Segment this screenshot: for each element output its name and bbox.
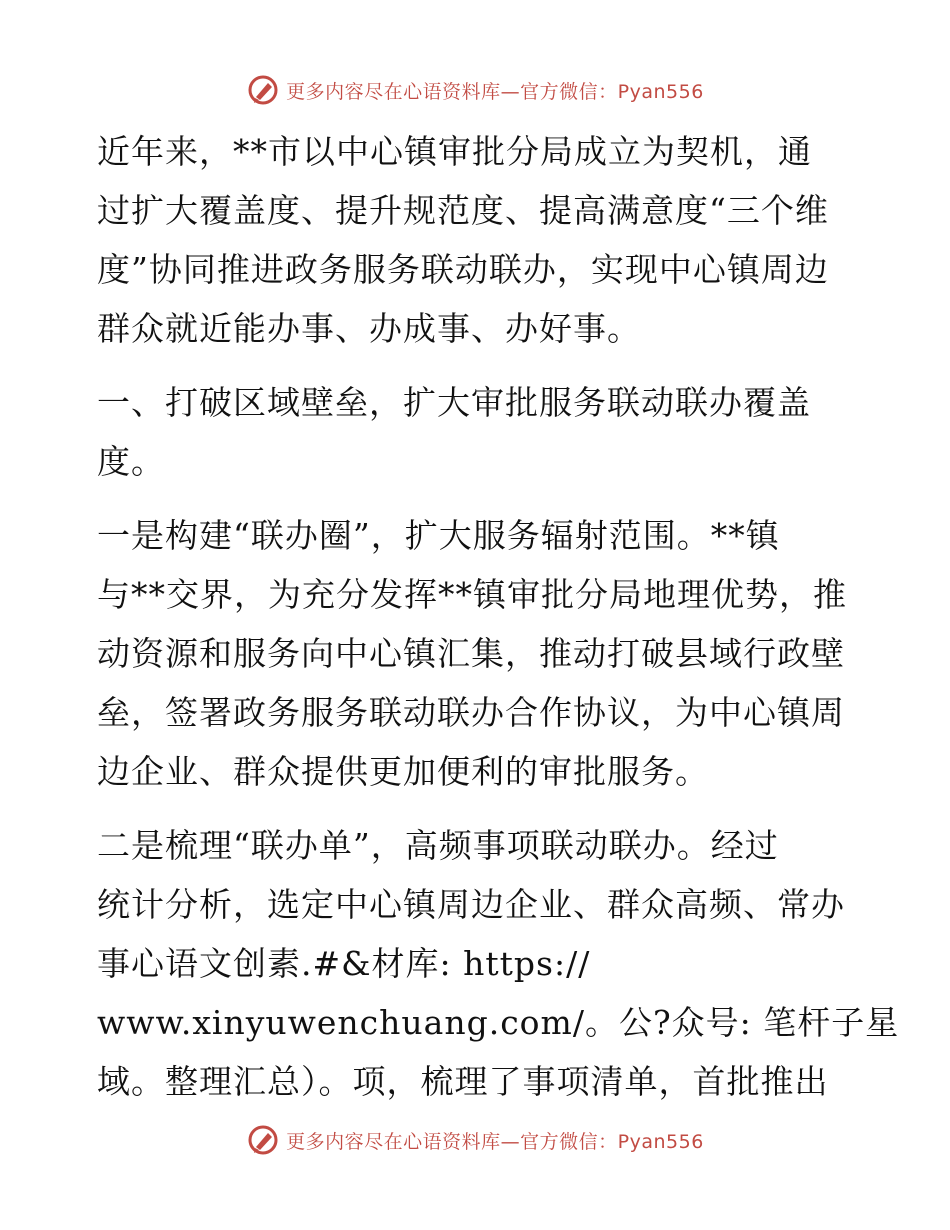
intro-paragraph	[97, 122, 853, 358]
text-line: 度。	[97, 442, 165, 481]
text-line: 一、打破区域壁垒，扩大审批服务联动联办覆盖	[97, 383, 811, 422]
text-line: 域。整理汇总）。项，梳理了事项清单，首批推出	[97, 1062, 829, 1101]
pen-nib-logo-icon	[246, 1123, 280, 1157]
header-watermark	[0, 70, 950, 110]
section-heading-paragraph	[97, 373, 853, 491]
watermark-text: 更多内容尽在心语资料库—官方微信：Pyan556	[286, 80, 704, 103]
text-line: 垒，签署政务服务联动联办合作协议，为中心镇周	[97, 693, 845, 732]
text-line: 二是梳理“联办单”，高频事项联动联办。经过	[97, 826, 779, 865]
text-line: 一是构建“联办圈”，扩大服务辐射范围。**镇	[97, 516, 780, 555]
point-two-paragraph	[97, 816, 900, 1111]
text-line: 群众就近能办事、办成事、办好事。	[97, 309, 641, 348]
text-line: 统计分析，选定中心镇周边企业、群众高频、常办	[97, 885, 845, 924]
pen-nib-logo-icon	[246, 73, 280, 107]
point-one-paragraph	[97, 506, 853, 801]
text-line: 与**交界，为充分发挥**镇审批分局地理优势，推	[97, 575, 847, 614]
text-line: www.xinyuwenchuang.com/。公?众号: 笔杆子星	[97, 1003, 900, 1042]
text-line: 事心语文创素.#&材库: https://	[97, 944, 591, 983]
document-body	[97, 122, 900, 1111]
text-line: 过扩大覆盖度、提升规范度、提高满意度“三个维	[97, 191, 829, 230]
text-line: 近年来，**市以中心镇审批分局成立为契机，通	[97, 132, 812, 171]
text-line: 动资源和服务向中心镇汇集，推动打破县域行政壁	[97, 634, 845, 673]
footer-watermark	[0, 1120, 950, 1160]
text-line: 度”协同推进政务服务联动联办，实现中心镇周边	[97, 250, 829, 289]
watermark-text: 更多内容尽在心语资料库—官方微信：Pyan556	[286, 1130, 704, 1153]
text-line: 边企业、群众提供更加便利的审批服务。	[97, 752, 709, 791]
